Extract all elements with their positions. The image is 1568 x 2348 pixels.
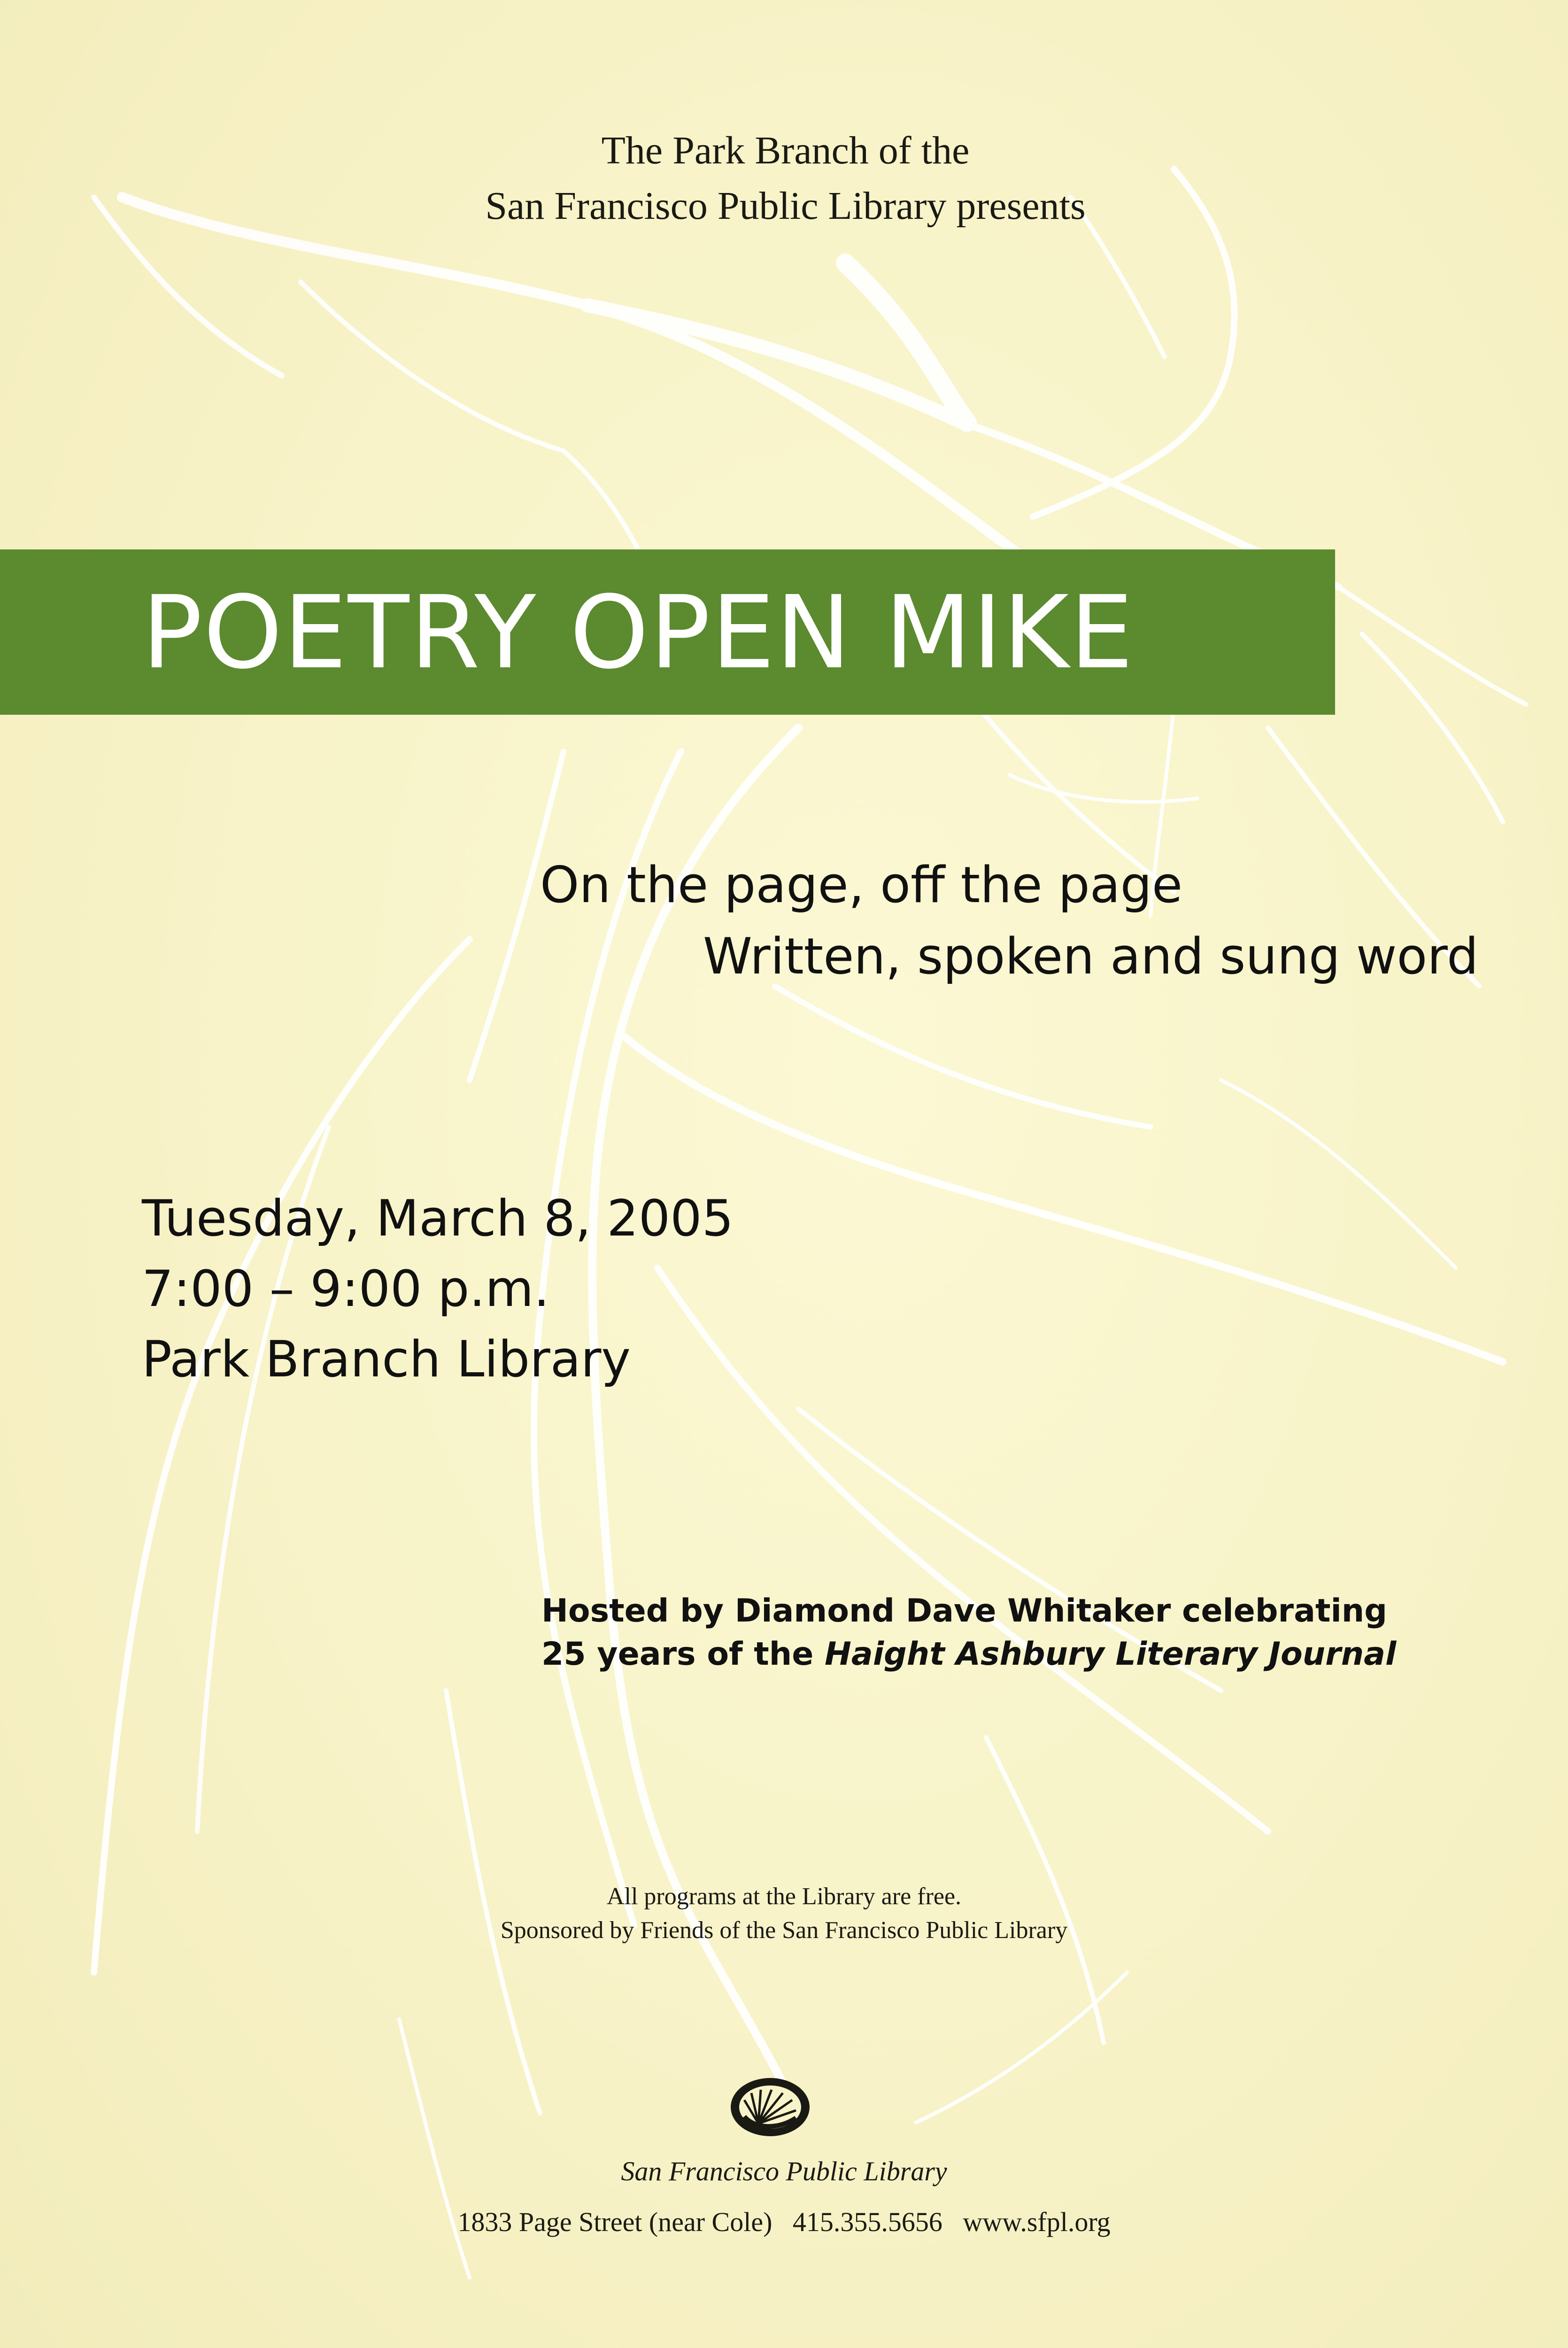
event-time: 7:00 – 9:00 p.m.	[142, 1260, 550, 1318]
event-details	[142, 1183, 734, 1395]
presenter-line-1: The Park Branch of the	[601, 129, 970, 172]
host-info	[541, 1590, 1396, 1676]
sponsor-line: Sponsored by Friends of the San Francisco Public Library	[500, 1917, 1068, 1944]
website: www.sfpl.org	[963, 2207, 1111, 2237]
street-address: 1833 Page Street (near Cole)	[457, 2207, 772, 2237]
free-line: All programs at the Library are free.	[606, 1883, 962, 1910]
library-name: San Francisco Public Library	[621, 2156, 947, 2186]
tagline-line-2: Written, spoken and sung word	[703, 927, 1479, 985]
host-line-2	[541, 1633, 1396, 1676]
presenter-line	[0, 123, 1568, 234]
event-location: Park Branch Library	[142, 1330, 631, 1388]
tagline-line-1: On the page, off the page	[540, 856, 1183, 914]
host-line-1: Hosted by Diamond Dave Whitaker celebrating	[541, 1592, 1387, 1630]
host-line-2-prefix: 25 years of the	[541, 1636, 825, 1673]
contact-line	[0, 2206, 1568, 2238]
presenter-line-2: San Francisco Public Library presents	[485, 184, 1086, 228]
event-date: Tuesday, March 8, 2005	[142, 1189, 734, 1247]
phone-number: 415.355.5656	[792, 2207, 942, 2237]
poster-title: POETRY OPEN MIKE	[142, 574, 1135, 691]
free-programs-notice	[0, 1880, 1568, 1947]
journal-title: Haight Ashbury Literary Journal	[825, 1636, 1397, 1673]
shell-icon	[726, 2072, 815, 2142]
